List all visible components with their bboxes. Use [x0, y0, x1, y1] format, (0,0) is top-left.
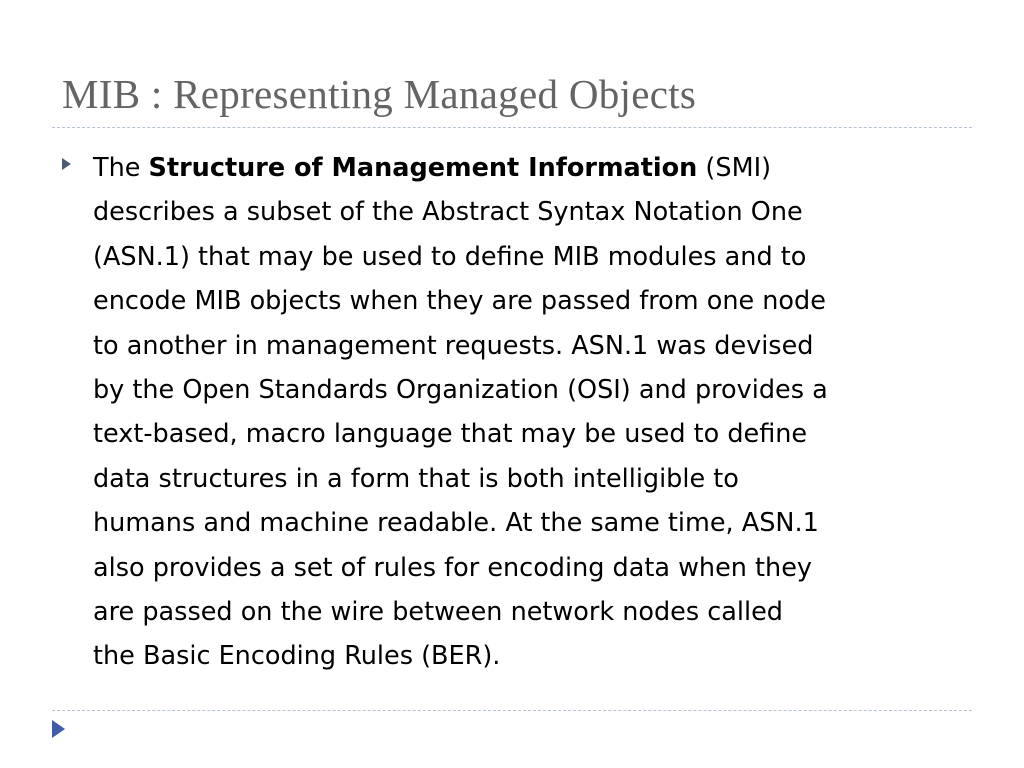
bullet-line-11: are passed on the wire between network nodes called	[93, 597, 783, 628]
bullet-line-12: the Basic Encoding Rules (BER).	[93, 641, 501, 672]
footer-triangle-icon	[52, 720, 65, 738]
bullet-line-1-bold: Structure of Management Information	[148, 153, 698, 183]
bullet-line-3: (ASN.1) that may be used to define MIB modules and to	[93, 241, 807, 272]
bullet-line-4: encode MIB objects when they are passed from one node	[93, 286, 826, 317]
bullet-line-10: also provides a set of rules for encoding data when they	[93, 552, 812, 583]
bullet-triangle-icon	[62, 158, 71, 170]
bullet-line-9: humans and machine readable. At the same time, ASN.1	[93, 508, 819, 539]
bullet-line-8: data structures in a form that is both intelligible to	[93, 463, 739, 494]
slide-title: MIB : Representing Managed Objects	[62, 71, 697, 117]
bullet-line-2: describes a subset of the Abstract Syntax Notation One	[93, 197, 803, 228]
bullet-line-1-pre: The	[93, 153, 149, 183]
bullet-line-1-post: (SMI)	[697, 153, 772, 183]
bullet-line-6: by the Open Standards Organization (OSI) and provides a	[93, 375, 828, 406]
title-divider	[52, 127, 972, 128]
footer-divider	[52, 710, 972, 711]
bullet-line-7: text-based, macro language that may be used to define	[93, 419, 808, 450]
bullet-text	[93, 146, 969, 679]
bullet-line-5: to another in management requests. ASN.1 was devised	[93, 330, 814, 361]
bullet-line-1	[93, 146, 969, 190]
